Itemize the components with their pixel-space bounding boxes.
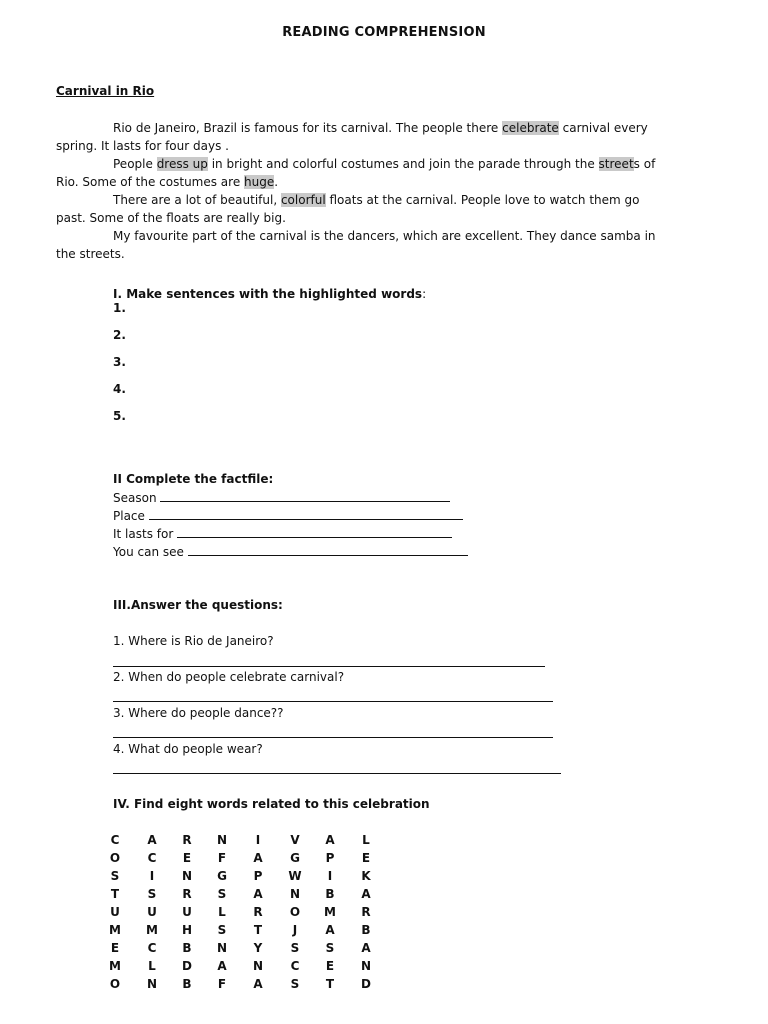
grid-letter[interactable]: N [360, 959, 372, 973]
grid-letter[interactable]: U [110, 905, 120, 919]
grid-letter[interactable]: T [253, 923, 263, 937]
grid-letter[interactable]: M [324, 905, 336, 919]
highlighted-word: street [598, 157, 634, 171]
grid-letter[interactable]: T [325, 977, 335, 991]
grid-letter[interactable]: Y [253, 941, 263, 955]
sentence-item: 2. [113, 328, 126, 342]
grid-letter[interactable]: F [217, 977, 227, 991]
grid-letter[interactable]: M [146, 923, 158, 937]
grid-letter[interactable]: U [147, 905, 157, 919]
fill-blank[interactable] [177, 526, 452, 538]
grid-letter[interactable]: A [361, 941, 371, 955]
grid-letter[interactable]: R [182, 833, 192, 847]
grid-letter[interactable]: B [182, 941, 192, 955]
sentence-item: 5. [113, 409, 126, 423]
grid-letter[interactable]: C [147, 941, 157, 955]
grid-letter[interactable]: W [288, 869, 302, 883]
grid-letter[interactable]: A [325, 833, 335, 847]
grid-letter[interactable]: G [217, 869, 227, 883]
grid-letter[interactable]: N [289, 887, 301, 901]
grid-letter[interactable]: S [110, 869, 120, 883]
grid-letter[interactable]: O [109, 851, 121, 865]
grid-letter[interactable]: N [216, 941, 228, 955]
grid-letter[interactable]: S [290, 941, 300, 955]
passage-line: My favourite part of the carnival is the dancers, which are excellent. They dance samba in [113, 229, 656, 243]
grid-letter[interactable]: E [110, 941, 120, 955]
grid-letter[interactable]: E [361, 851, 371, 865]
grid-letter[interactable]: V [290, 833, 300, 847]
highlighted-word: dress up [156, 157, 208, 171]
grid-letter[interactable]: S [325, 941, 335, 955]
grid-letter[interactable]: S [217, 887, 227, 901]
grid-letter[interactable]: N [181, 869, 193, 883]
grid-letter[interactable]: S [147, 887, 157, 901]
grid-letter[interactable]: O [109, 977, 121, 991]
answer-line[interactable] [113, 737, 553, 738]
grid-letter[interactable]: D [182, 959, 192, 973]
page-title: READING COMPREHENSION [282, 25, 486, 40]
grid-letter[interactable]: I [327, 869, 333, 883]
grid-letter[interactable]: J [292, 923, 298, 937]
grid-letter[interactable]: L [148, 959, 156, 973]
factfile-field: Place [113, 508, 463, 523]
grid-letter[interactable]: N [146, 977, 158, 991]
grid-letter[interactable]: M [109, 923, 121, 937]
grid-letter[interactable]: C [290, 959, 300, 973]
grid-letter[interactable]: A [253, 851, 263, 865]
section-heading: IV. Find eight words related to this celebration [113, 797, 430, 811]
factfile-field: It lasts for [113, 526, 452, 541]
grid-letter[interactable]: N [252, 959, 264, 973]
grid-letter[interactable]: F [217, 851, 227, 865]
passage-title: Carnival in Rio [56, 84, 155, 98]
factfile-field: You can see [113, 544, 468, 559]
grid-letter[interactable]: L [218, 905, 226, 919]
grid-letter[interactable]: S [217, 923, 227, 937]
passage-line: Rio. Some of the costumes are huge. [56, 175, 279, 189]
grid-letter[interactable]: A [253, 887, 263, 901]
grid-letter[interactable]: L [362, 833, 370, 847]
grid-letter[interactable]: E [182, 851, 192, 865]
grid-letter[interactable]: R [182, 887, 192, 901]
question: 1. Where is Rio de Janeiro? [113, 634, 274, 648]
grid-letter[interactable]: B [361, 923, 371, 937]
grid-letter[interactable]: H [181, 923, 193, 937]
fill-blank[interactable] [160, 490, 450, 502]
passage-line: past. Some of the floats are really big. [56, 211, 286, 225]
passage-line: People dress up in bright and colorful costumes and join the parade through the streets of [113, 157, 656, 171]
grid-letter[interactable]: I [149, 869, 155, 883]
section-heading: III.Answer the questions: [113, 598, 283, 612]
passage-line: There are a lot of beautiful, colorful floats at the carnival. People love to watch them go [113, 193, 640, 207]
question: 4. What do people wear? [113, 742, 263, 756]
grid-letter[interactable]: K [361, 869, 371, 883]
grid-letter[interactable]: S [290, 977, 300, 991]
grid-letter[interactable]: R [361, 905, 371, 919]
grid-letter[interactable]: R [253, 905, 263, 919]
answer-line[interactable] [113, 701, 553, 702]
highlighted-word: celebrate [502, 121, 559, 135]
sentence-item: 1. [113, 301, 126, 315]
sentence-item: 4. [113, 382, 126, 396]
fill-blank[interactable] [149, 508, 463, 520]
grid-letter[interactable]: A [361, 887, 371, 901]
grid-letter[interactable]: A [217, 959, 227, 973]
sentence-item: 3. [113, 355, 126, 369]
answer-line[interactable] [113, 666, 545, 667]
passage-line: spring. It lasts for four days . [56, 139, 229, 153]
fill-blank[interactable] [188, 544, 468, 556]
grid-letter[interactable]: P [253, 869, 263, 883]
grid-letter[interactable]: B [182, 977, 192, 991]
grid-letter[interactable]: M [109, 959, 121, 973]
section-heading: I. Make sentences with the highlighted words: [113, 287, 427, 301]
grid-letter[interactable]: O [289, 905, 301, 919]
grid-letter[interactable]: G [290, 851, 300, 865]
grid-letter[interactable]: C [110, 833, 120, 847]
grid-letter[interactable]: U [182, 905, 192, 919]
passage-line: Rio de Janeiro, Brazil is famous for its carnival. The people there celebrate carnival every [113, 121, 648, 135]
grid-letter[interactable]: A [325, 923, 335, 937]
grid-letter[interactable]: A [253, 977, 263, 991]
grid-letter[interactable]: C [147, 851, 157, 865]
passage-line: the streets. [56, 247, 125, 261]
grid-letter[interactable]: B [325, 887, 335, 901]
question: 2. When do people celebrate carnival? [113, 670, 345, 684]
highlighted-word: colorful [280, 193, 326, 207]
answer-line[interactable] [113, 773, 561, 774]
section-heading: II Complete the factfile: [113, 472, 274, 486]
grid-letter[interactable]: N [216, 833, 228, 847]
highlighted-word: huge [244, 175, 275, 189]
grid-letter[interactable]: D [361, 977, 371, 991]
factfile-field: Season [113, 490, 450, 505]
grid-letter[interactable]: I [255, 833, 261, 847]
grid-letter[interactable]: A [147, 833, 157, 847]
grid-letter[interactable]: P [325, 851, 335, 865]
grid-letter[interactable]: E [325, 959, 335, 973]
question: 3. Where do people dance?? [113, 706, 284, 720]
grid-letter[interactable]: T [110, 887, 120, 901]
